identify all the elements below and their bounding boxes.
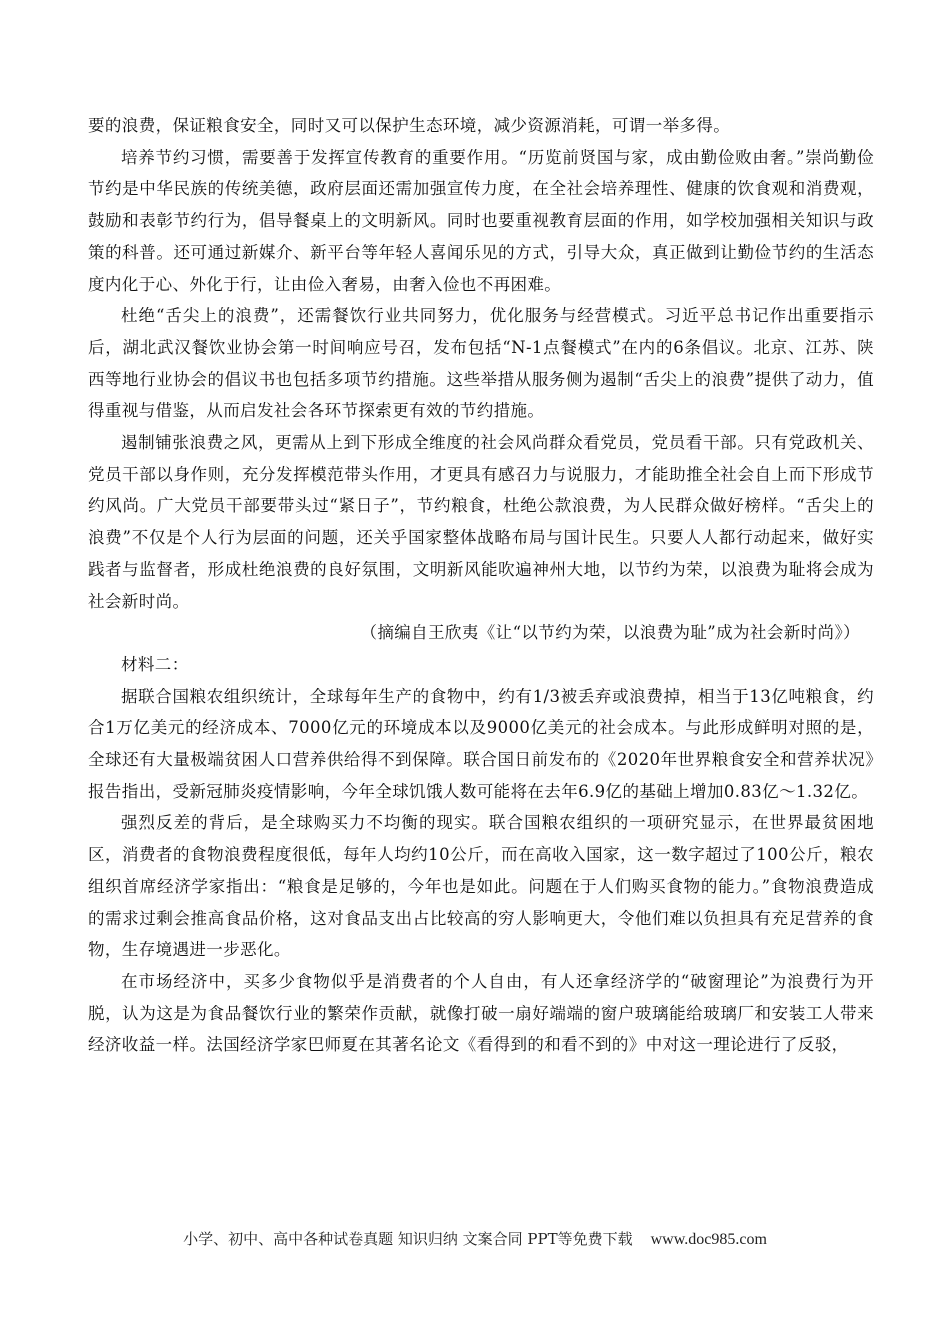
paragraph-fao-statistics: 据联合国粮农组织统计，全球每年生产的食物中，约有1/3被丢弃或浪费掉，相当于13亿吨粮食，约合1万亿美元的经济成本、7000亿元的环境成本以及9000亿美元的社会成本。与此形成鲜明对照的是，全球还有大量极端贫困人口营养供给得不到保障。联合国日前发布的《2020年世界粮食安全和营养状况》报告指出，受新冠肺炎疫情影响，今年全球饥饿人数可能将在去年6.9亿的基础上增加0.83亿～1.32亿。 <box>88 686 874 801</box>
page-footer <box>0 1228 950 1249</box>
footer-text: 小学、初中、高中各种试卷真题 知识归纳 文案合同 PPT等免费下载 <box>183 1230 633 1248</box>
paragraph-education: 培养节约习惯，需要善于发挥宣传教育的重要作用。“历览前贤国与家，成由勤俭败由奢。”崇尚勤俭节约是中华民族的传统美德，政府层面还需加强宣传力度，在全社会培养理性、健康的饮食观和消费观，鼓励和表彰节约行为，倡导餐桌上的文明新风。同时也要重视教育层面的作用，如学校加强相关知识与政策的科普。还可通过新媒介、新平台等年轻人喜闻乐见的方式，引导大众，真正做到让勤俭节约的生活态度内化于心、外化于行，让由俭入奢易，由奢入俭也不再困难。 <box>88 147 874 294</box>
paragraph-catering: 杜绝“舌尖上的浪费”，还需餐饮行业共同努力，优化服务与经营模式。习近平总书记作出重要指示后，湖北武汉餐饮业协会第一时间响应号召，发布包括“N-1点餐模式”在内的6条倡议。北京、江苏、陕西等地行业协会的倡议书也包括多项节约措施。这些举措从服务侧为遏制“舌尖上的浪费”提供了动力，值得重视与借鉴，从而启发社会各环节探索更有效的节约措施。 <box>88 306 874 421</box>
paragraph-purchasing-power: 强烈反差的背后，是全球购买力不均衡的现实。联合国粮农组织的一项研究显示，在世界最贫困地区，消费者的食物浪费程度很低，每年人均约10公斤，而在高收入国家，这一数字超过了100公斤，粮农组织首席经济学家指出：“粮食是足够的，今年也是如此。问题在于人们购买食物的能力。”食物浪费造成的需求过剩会推高食品价格，这对食品支出占比较高的穷人影响更大，令他们难以负担具有充足营养的食物，生存境遇进一步恶化。 <box>88 813 874 960</box>
footer-link[interactable]: www.doc985.com <box>650 1231 767 1248</box>
paragraph-broken-window: 在市场经济中，买多少食物似乎是消费者的个人自由，有人还拿经济学的“破窗理论”为浪费行为开脱，认为这是为食品餐饮行业的繁荣作贡献，就像打破一扇好端端的窗户玻璃能给玻璃厂和安装工人带来经济收益一样。法国经济学家巴师夏在其著名论文《看得到的和看不到的》中对这一理论进行了反驳， <box>88 971 874 1055</box>
document-body <box>88 110 874 1061</box>
paragraph-social-custom: 遏制铺张浪费之风，更需从上到下形成全维度的社会风尚群众看党员，党员看干部。只有党政机关、党员干部以身作则，充分发挥模范带头作用，才更具有感召力与说服力，才能助推全社会自上而下形成节约风尚。广大党员干部要带头过“紧日子”，节约粮食，杜绝公款浪费，为人民群众做好榜样。“舌尖上的浪费”不仅是个人行为层面的问题，还关乎国家整体战略布局与国计民生。只要人人都行动起来，做好实践者与监督者，形成杜绝浪费的良好氛围，文明新风能吹遍神州大地，以节约为荣，以浪费为耻将会成为社会新时尚。 <box>88 433 874 611</box>
section-heading-material-2: 材料二： <box>121 654 189 674</box>
paragraph-intro-continuation: 要的浪费，保证粮食安全，同时又可以保护生态环境，减少资源消耗，可谓一举多得。 <box>88 116 731 135</box>
source-citation: （摘编自王欣夷《让“以节约为荣，以浪费为耻”成为社会新时尚》） <box>360 623 860 643</box>
